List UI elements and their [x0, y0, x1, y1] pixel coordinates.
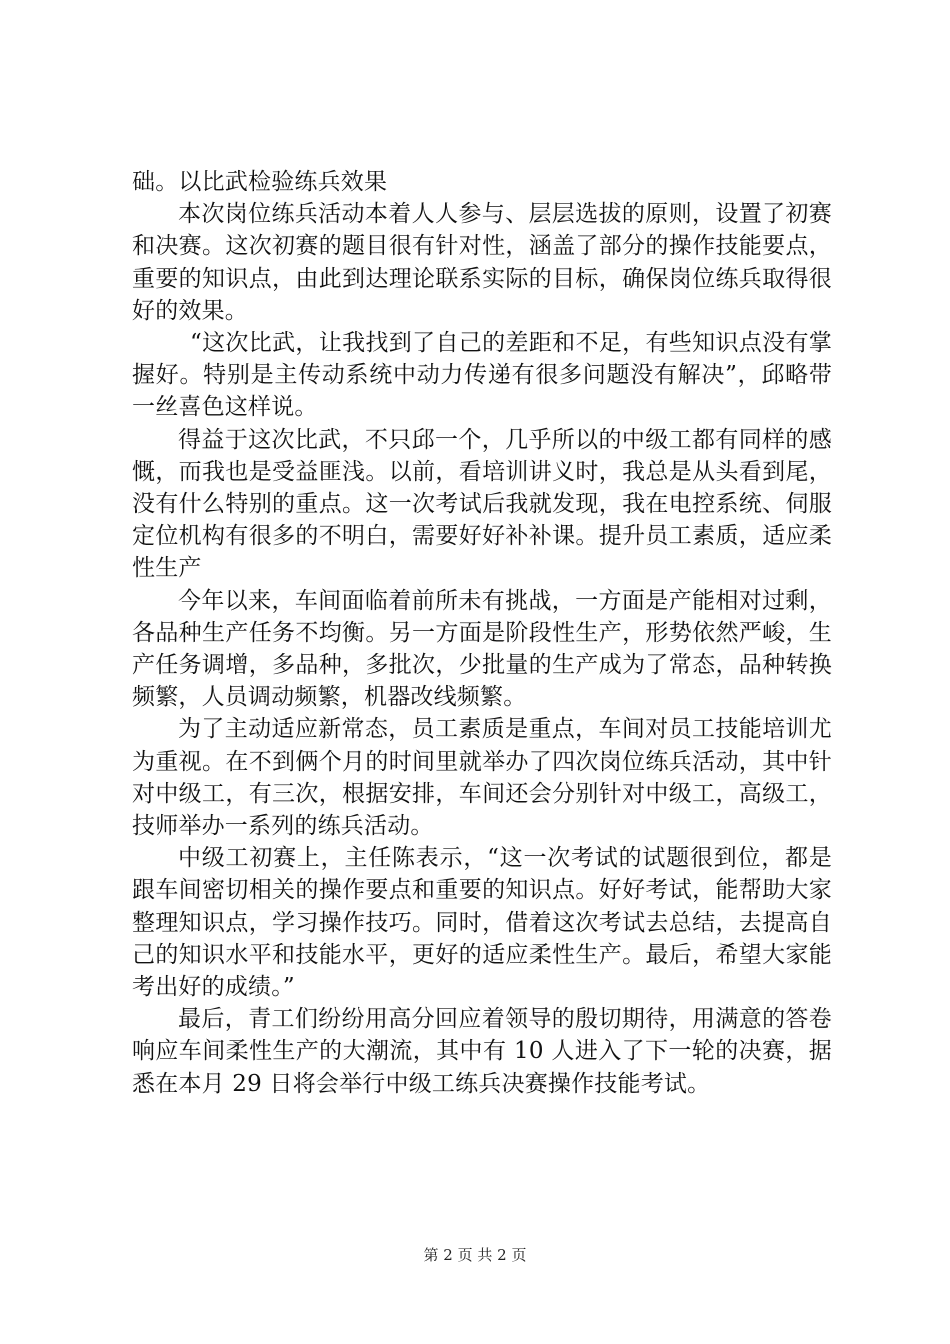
paragraph-quote: “这次比武，让我找到了自己的差距和不足，有些知识点没有掌握好。特别是主传动系统中动力传递有很多问题没有解决”，邱略带一丝喜色这样说。 [132, 330, 832, 421]
page-number-footer: 第 2 页 共 2 页 [423, 1246, 527, 1264]
paragraph: 为了主动适应新常态，员工素质是重点，车间对员工技能培训尤为重视。在不到俩个月的时间里就举办了四次岗位练兵活动，其中针对中级工，有三次，根据安排，车间还会分别针对中级工，高级工，技师举办一系列的练兵活动。 [132, 716, 832, 840]
paragraph: 中级工初赛上，主任陈表示，“这一次考试的试题很到位，都是跟车间密切相关的操作要点和重要的知识点。好好考试，能帮助大家整理知识点，学习操作技巧。同时，借着这次考试去总结，去提高自己的知识水平和技能水平，更好的适应柔性生产。最后，希望大家能考出好的成绩。” [132, 845, 832, 1001]
document-body [132, 166, 832, 1100]
paragraph: 本次岗位练兵活动本着人人参与、层层选拔的原则，设置了初赛和决赛。这次初赛的题目很有针对性，涵盖了部分的操作技能要点，重要的知识点，由此到达理论联系实际的目标，确保岗位练兵取得很好的效果。 [132, 201, 832, 324]
paragraph-continuation: 础。以比武检验练兵效果 [132, 169, 388, 195]
paragraph: 今年以来，车间面临着前所未有挑战，一方面是产能相对过剩，各品种生产任务不均衡。另一方面是阶段性生产，形势依然严峻，生产任务调增，多品种，多批次，少批量的生产成为了常态，品种转换频繁，人员调动频繁，机器改线频繁。 [132, 587, 832, 711]
paragraph: 得益于这次比武，不只邱一个，几乎所以的中级工都有同样的感慨，而我也是受益匪浅。以前，看培训讲义时，我总是从头看到尾，没有什么特别的重点。这一次考试后我就发现，我在电控系统、伺服定位机构有很多的不明白，需要好好补补课。提升员工素质，适应柔性生产 [132, 426, 832, 582]
paragraph: 最后，青工们纷纷用高分回应着领导的殷切期待，用满意的答卷响应车间柔性生产的大潮流，其中有 10 人进入了下一轮的决赛，据悉在本月 29 日将会举行中级工练兵决赛操作技能考试。 [132, 1006, 832, 1097]
